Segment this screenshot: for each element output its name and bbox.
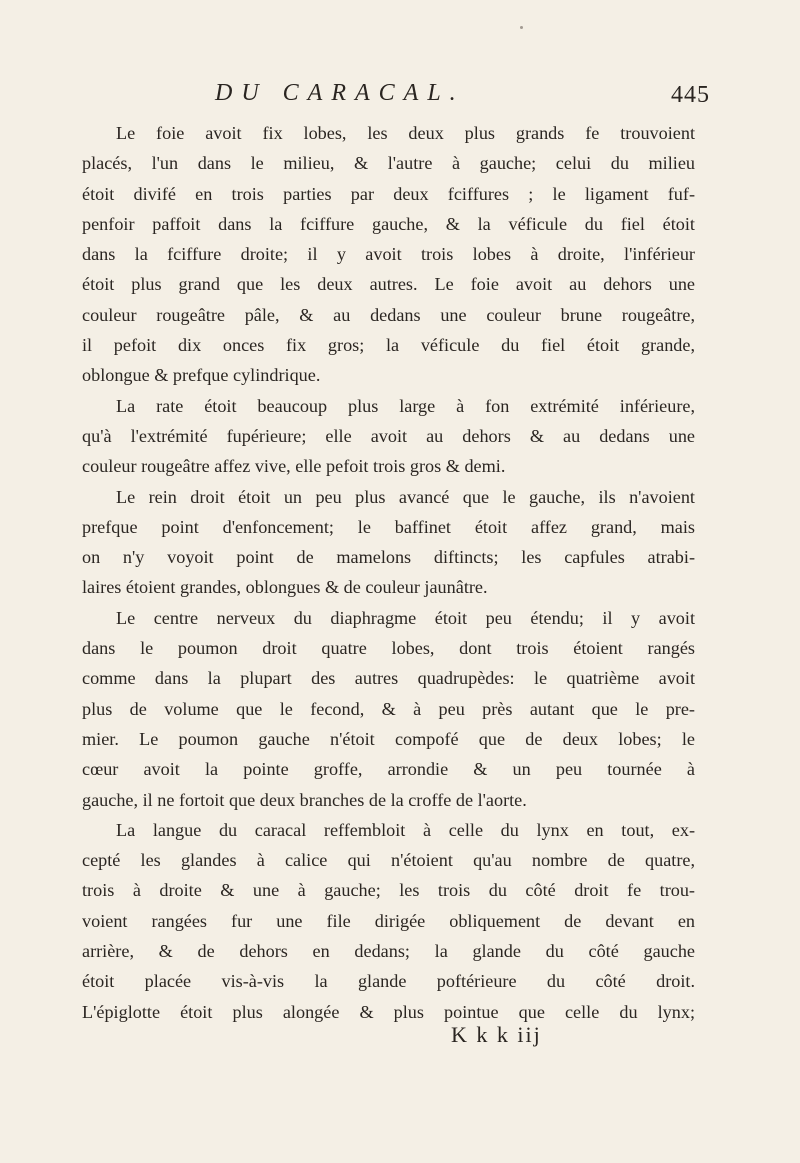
text-line: oblongue & prefque cylindrique.: [82, 365, 321, 386]
text-line: étoit placée vis-à-vis la glande poftérieure du côté droit.: [82, 971, 695, 992]
text-line: trois à droite & une à gauche; les trois du côté droit fe trou-: [82, 880, 695, 901]
text-line: on n'y voyoit point de mamelons diftincts; les capfules atrabi-: [82, 547, 695, 568]
text-line: Le foie avoit fix lobes, les deux plus grands fe trouvoient: [116, 123, 695, 143]
text-line: plus de volume que le fecond, & à peu près autant que le pre-: [82, 698, 695, 719]
text-line: voient rangées fur une file dirigée obliquement de devant en: [82, 910, 695, 931]
text-line: cœur avoit la pointe groffe, arrondie & un peu tournée à: [82, 759, 695, 780]
signature-mark: K k k iij: [451, 1022, 542, 1047]
text-line: laires étoient grandes, oblongues & de couleur jaunâtre.: [82, 577, 488, 598]
text-line: cepté les glandes à calice qui n'étoient qu'au nombre de quatre,: [82, 850, 695, 871]
page-header: [110, 80, 710, 120]
page-number: 445: [671, 82, 710, 108]
text-line: dans la fciffure droite; il y avoit trois lobes à droite, l'inférieur: [82, 244, 695, 265]
text-line: Le rein droit étoit un peu plus avancé que le gauche, ils n'avoient: [116, 486, 695, 507]
text-line: La rate étoit beaucoup plus large à fon extrémité inférieure,: [116, 395, 695, 416]
text-line: dans le poumon droit quatre lobes, dont trois étoient rangés: [82, 638, 695, 659]
text-line: comme dans la plupart des autres quadrupèdes: le quatrième avoit: [82, 668, 695, 689]
text-line: prefque point d'enfoncement; le baffinet étoit affez grand, mais: [82, 516, 695, 537]
text-line: penfoir paffoit dans la fciffure gauche, & la véficule du fiel étoit: [82, 213, 695, 234]
body-text: [82, 118, 695, 1128]
text-line: Le centre nerveux du diaphragme étoit peu étendu; il y avoit: [116, 607, 695, 628]
paper-speck: [520, 26, 523, 29]
text-line: mier. Le poumon gauche n'étoit compofé que de deux lobes; le: [82, 728, 695, 749]
text-line: étoit divifé en trois parties par deux fciffures ; le ligament fuf-: [82, 183, 695, 204]
text-line: il pefoit dix onces fix gros; la véficule du fiel étoit grande,: [82, 335, 695, 356]
text-line: La langue du caracal reffembloit à celle du lynx en tout, ex-: [116, 819, 695, 840]
text-line: couleur rougeâtre affez vive, elle pefoit trois gros & demi.: [82, 456, 506, 477]
text-line: couleur rougeâtre pâle, & au dedans une couleur brune rougeâtre,: [82, 304, 695, 325]
running-title: DU CARACAL.: [215, 80, 465, 106]
text-line: qu'à l'extrémité fupérieure; elle avoit au dehors & au dedans une: [82, 425, 695, 446]
text-line: arrière, & de dehors en dedans; la glande du côté gauche: [82, 941, 695, 962]
text-line: gauche, il ne fortoit que deux branches de la croffe de l'aorte.: [82, 789, 527, 810]
text-line: placés, l'un dans le milieu, & l'autre à gauche; celui du milieu: [82, 153, 695, 174]
text-line: étoit plus grand que les deux autres. Le foie avoit au dehors une: [82, 274, 695, 295]
text-line: L'épiglotte étoit plus alongée & plus pointue que celle du lynx;: [82, 1001, 695, 1022]
